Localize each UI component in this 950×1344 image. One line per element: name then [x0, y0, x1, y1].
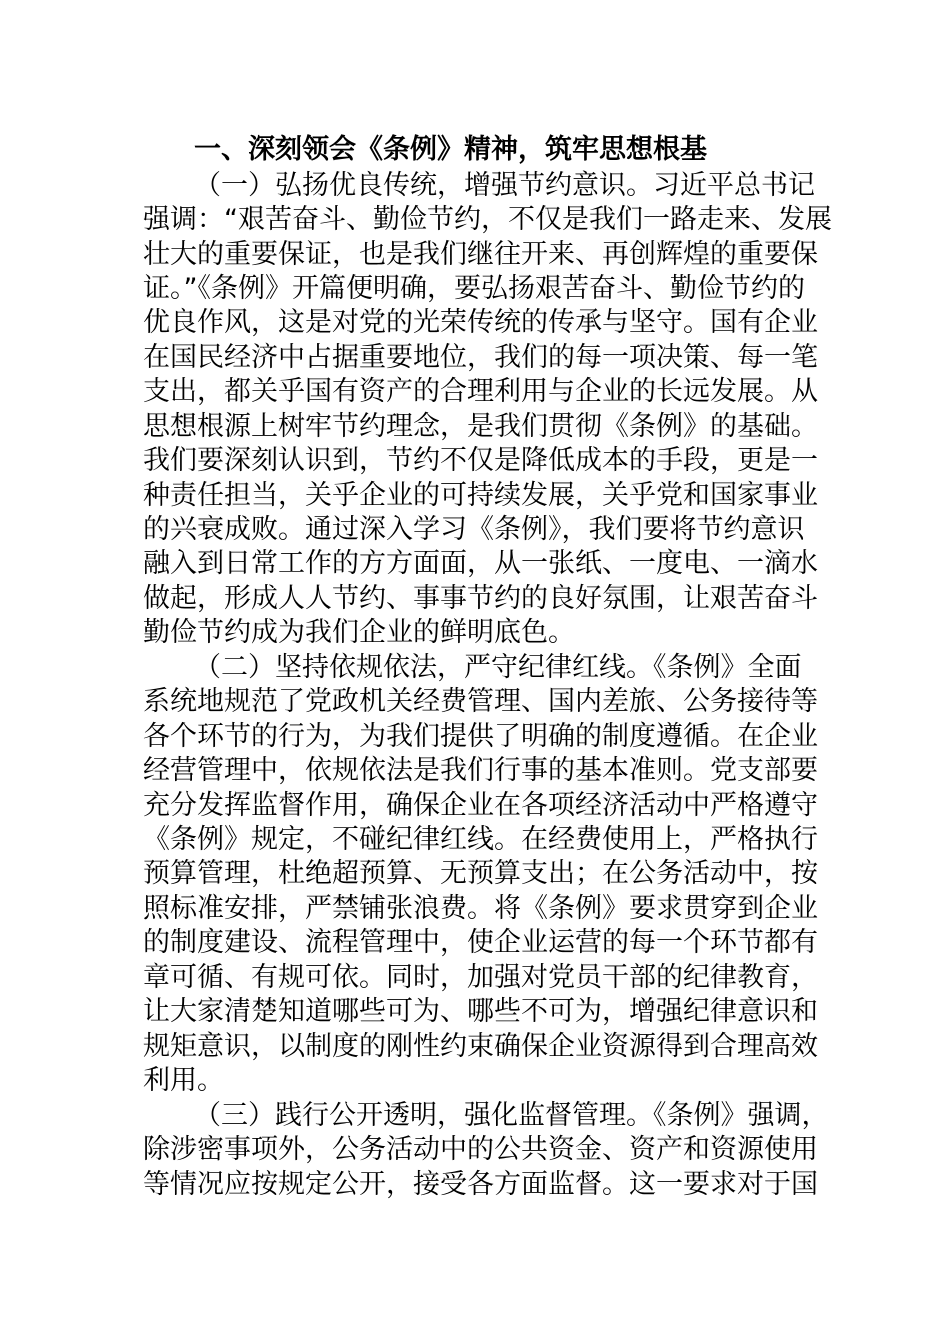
- paragraph-line: 我们要深刻认识到，节约不仅是降低成本的手段，更是一: [143, 445, 818, 476]
- paragraph-line: 预算管理，杜绝超预算、无预算支出；在公务活动中，按: [143, 858, 818, 889]
- paragraph-line: 的制度建设、流程管理中，使企业运营的每一个环节都有: [143, 927, 818, 958]
- paragraph-line: （一）弘扬优良传统，增强节约意识。习近平总书记: [194, 170, 815, 201]
- paragraph-line: 做起，形成人人节约、事事节约的良好氛围，让艰苦奋斗: [143, 583, 818, 614]
- paragraph-line: 经营管理中，依规依法是我们行事的基本准则。党支部要: [143, 755, 818, 786]
- paragraph-line: 勤俭节约成为我们企业的鲜明底色。: [143, 617, 575, 648]
- paragraph-line: 等情况应按规定公开，接受各方面监督。这一要求对于国: [143, 1169, 818, 1200]
- paragraph-line: 各个环节的行为，为我们提供了明确的制度遵循。在企业: [143, 721, 818, 752]
- paragraph-line: （三）践行公开透明，强化监督管理。《条例》强调，: [194, 1100, 829, 1131]
- paragraph-line: 融入到日常工作的方方面面，从一张纸、一度电、一滴水: [143, 548, 818, 579]
- paragraph-line: 让大家清楚知道哪些可为、哪些不可为，增强纪律意识和: [143, 996, 818, 1027]
- paragraph-line: 规矩意识，以制度的刚性约束确保企业资源得到合理高效: [143, 1031, 818, 1062]
- paragraph-line: 除涉密事项外，公务活动中的公共资金、资产和资源使用: [143, 1134, 818, 1165]
- paragraph-line: 充分发挥监督作用，确保企业在各项经济活动中严格遵守: [143, 790, 818, 821]
- paragraph-line: 强调：“艰苦奋斗、勤俭节约，不仅是我们一路走来、发展: [143, 204, 832, 235]
- paragraph-line: 思想根源上树牢节约理念，是我们贯彻《条例》的基础。: [143, 411, 818, 442]
- paragraph-line: 壮大的重要保证，也是我们继往开来、再创辉煌的重要保: [143, 239, 818, 270]
- paragraph-line: 在国民经济中占据重要地位，我们的每一项决策、每一笔: [143, 342, 818, 373]
- paragraph-line: 照标准安排，严禁铺张浪费。将《条例》要求贯穿到企业: [143, 893, 818, 924]
- paragraph-line: 种责任担当，关乎企业的可持续发展，关乎党和国家事业: [143, 480, 818, 511]
- paragraph-line: 系统地规范了党政机关经费管理、国内差旅、公务接待等: [143, 686, 818, 717]
- paragraph-line: 支出，都关乎国有资产的合理利用与企业的长远发展。从: [143, 376, 818, 407]
- paragraph-line: （二）坚持依规依法，严守纪律红线。《条例》全面: [194, 652, 802, 683]
- paragraph-line: 优良作风，这是对党的光荣传统的传承与坚守。国有企业: [143, 307, 818, 338]
- paragraph-line: 章可循、有规可依。同时，加强对党员干部的纪律教育，: [143, 962, 818, 993]
- section-heading: 一、深刻领会《条例》精神，筑牢思想根基: [194, 134, 707, 165]
- paragraph-line: 的兴衰成败。通过深入学习《条例》，我们要将节约意识: [143, 514, 805, 545]
- paragraph-line: 《条例》规定，不碰纪律红线。在经费使用上，严格执行: [143, 824, 818, 855]
- paragraph-line: 证。”《条例》开篇便明确，要弘扬艰苦奋斗、勤俭节约的: [143, 273, 805, 304]
- paragraph-line: 利用。: [143, 1065, 224, 1096]
